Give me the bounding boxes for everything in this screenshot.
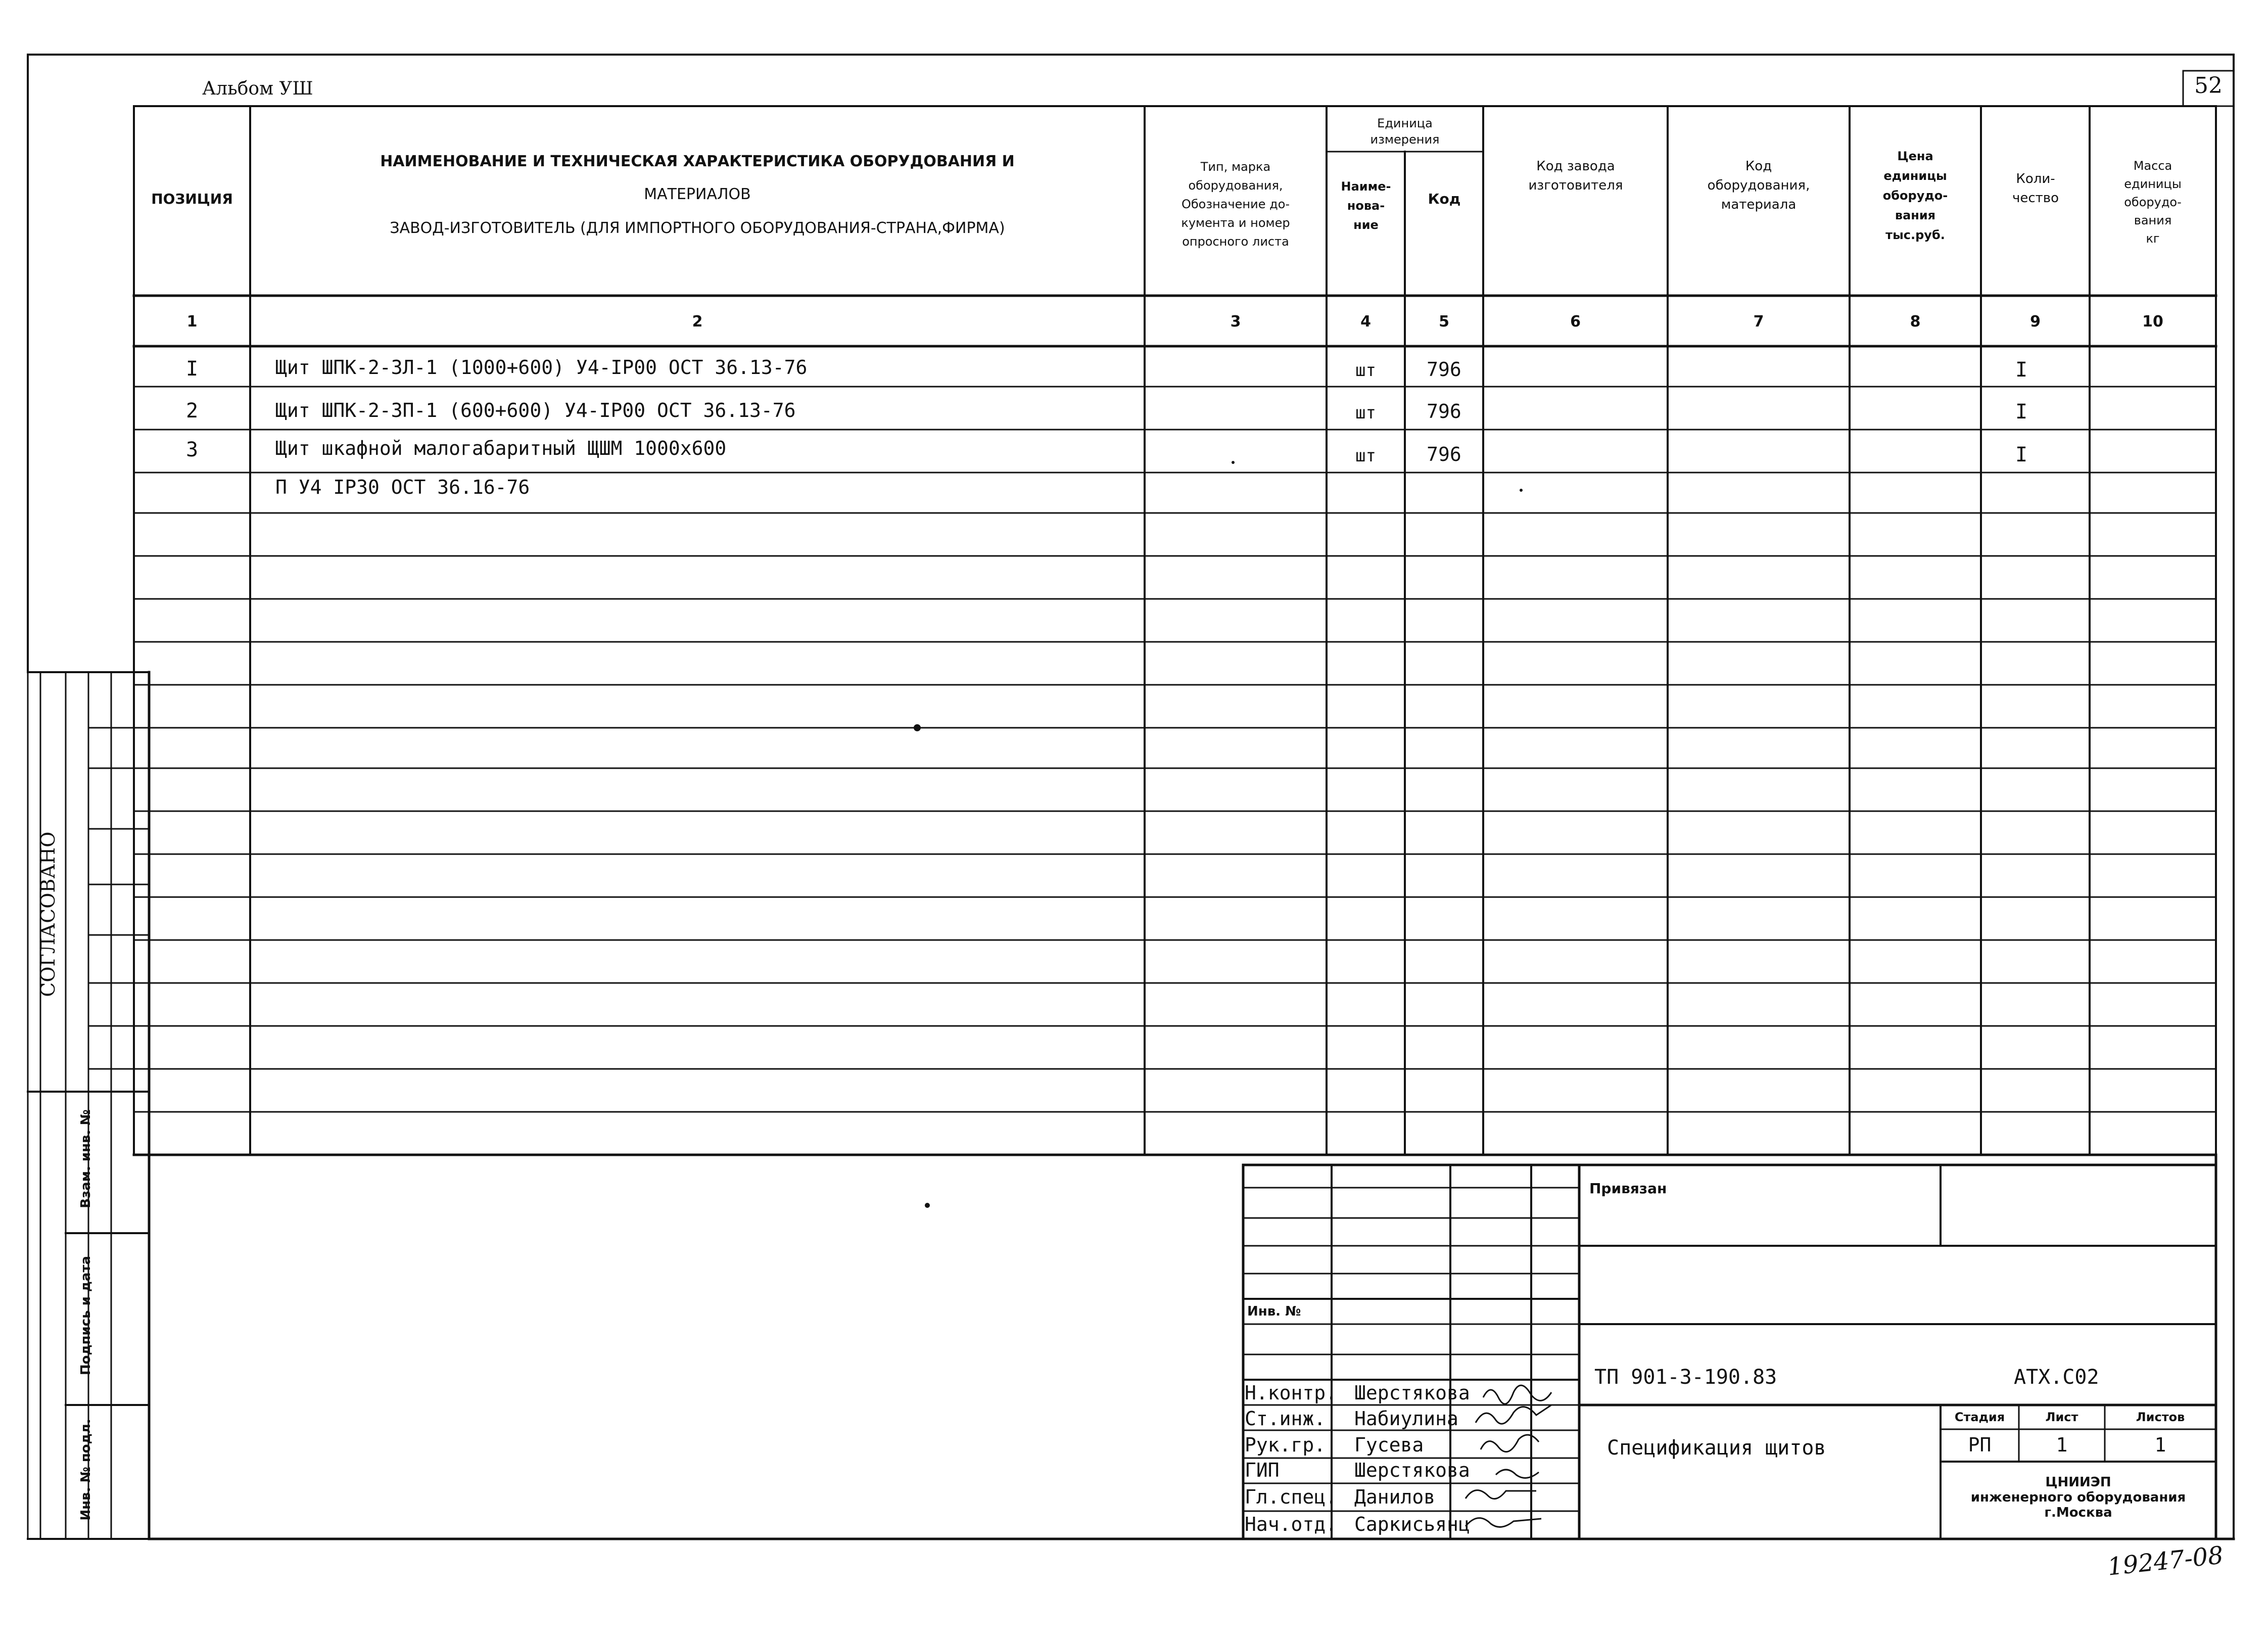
document-code: ТП 901-3-190.83: [1594, 1366, 1777, 1389]
column-number: 1: [186, 313, 198, 331]
header-name-line1: НАИМЕНОВАНИЕ И ТЕХНИЧЕСКАЯ ХАРАКТЕРИСТИКА ОБОРУДОВАНИЯ И: [380, 153, 1015, 170]
header-type: Тип, марка оборудования, Обозначение до- кумента и номер опросного листа: [1181, 160, 1290, 249]
header-unit-code: Код: [1428, 191, 1461, 207]
header-mass: Масса единицы оборудо- вания кг: [2124, 159, 2182, 246]
row-name: П У4 IP30 ОСТ 36.16-76: [275, 476, 530, 498]
signer-role: Нач.отд.: [1245, 1513, 1338, 1535]
row-code: 796: [1427, 358, 1461, 381]
header-quantity: Коли- чество: [2012, 171, 2059, 206]
row-unit: шт: [1355, 403, 1376, 423]
sheets-value: 1: [2154, 1434, 2166, 1456]
organization: ЦНИИЭП инженерного оборудования г.Москва: [1970, 1475, 2186, 1520]
row-code: 796: [1427, 443, 1461, 465]
row-position: 3: [185, 438, 199, 461]
original-inv-label: Инв. № подл.: [78, 1419, 93, 1521]
column-number: 10: [2142, 313, 2163, 331]
row-position: 2: [185, 399, 199, 423]
replace-inv-label: Взам. инв. №: [78, 1109, 93, 1208]
archive-number: 19247-08: [2106, 1541, 2225, 1581]
row-qty: I: [2015, 400, 2028, 424]
signer-role: Ст.инж.: [1245, 1408, 1326, 1430]
header-position: ПОЗИЦИЯ: [151, 191, 233, 207]
sheet-label: Лист: [2045, 1410, 2078, 1424]
column-number: 2: [692, 313, 703, 331]
stage-value: РП: [1968, 1434, 1992, 1456]
sheet-code: АТХ.С02: [2014, 1366, 2099, 1389]
signer-role: ГИП: [1245, 1459, 1280, 1481]
row-code: 796: [1427, 400, 1461, 423]
header-name-line3: ЗАВОД-ИЗГОТОВИТЕЛЬ (ДЛЯ ИМПОРТНОГО ОБОРУДОВАНИЯ-СТРАНА,ФИРМА): [390, 219, 1005, 237]
column-number: 5: [1439, 313, 1449, 331]
row-position: I: [185, 357, 199, 381]
sheet-value: 1: [2056, 1434, 2068, 1456]
row-unit: шт: [1355, 446, 1376, 466]
page-number: 52: [2194, 73, 2223, 99]
header-factory-code: Код завода изготовителя: [1528, 159, 1623, 193]
row-name: Щит шкафной малогабаритный ЩШМ 1000х600: [275, 437, 727, 459]
signer-name: Набиулина: [1354, 1408, 1458, 1430]
header-name-line2: МАТЕРИАЛОВ: [644, 185, 751, 203]
signer-role: Н.контр.: [1245, 1382, 1338, 1404]
signer-name: Гусева: [1354, 1434, 1424, 1456]
header-unit-price: Цена единицы оборудо- вания тыс.руб.: [1882, 149, 1948, 242]
document-title: Спецификация щитов: [1607, 1436, 1826, 1460]
row-unit: шт: [1355, 360, 1376, 381]
signer-name: Шерстякова: [1354, 1459, 1470, 1481]
album-label: Альбом УШ: [202, 78, 313, 99]
sheets-label: Листов: [2136, 1410, 2185, 1424]
column-number: 7: [1753, 313, 1764, 331]
signer-name: Шерстякова: [1354, 1382, 1470, 1404]
header-unit-name: Наиме- нова- ние: [1341, 179, 1391, 232]
signer-name: Данилов: [1354, 1486, 1436, 1508]
sign-date-label: Подпись и дата: [78, 1255, 93, 1376]
attached-label: Привязан: [1589, 1180, 1667, 1197]
agreed-label: СОГЛАСОВАНО: [37, 831, 59, 997]
row-name: Щит ШПК-2-ЗЛ-1 (1000+600) У4-IP00 ОСТ 36.13-76: [275, 356, 808, 379]
column-number: 9: [2030, 313, 2041, 331]
column-number: 3: [1230, 313, 1241, 331]
row-name: Щит ШПК-2-ЗП-1 (600+600) У4-IP00 ОСТ 36.13-76: [275, 399, 796, 421]
inv-number-label: Инв. №: [1247, 1304, 1301, 1319]
signatures: [1466, 1385, 1551, 1527]
signer-name: Саркисьянц: [1354, 1513, 1470, 1535]
signer-role: Гл.спец.: [1245, 1486, 1338, 1508]
header-equipment-code: Код оборудования, материала: [1707, 159, 1810, 212]
row-qty: I: [2015, 358, 2028, 382]
stage-label: Стадия: [1954, 1410, 2005, 1424]
signer-role: Рук.гр.: [1245, 1434, 1326, 1456]
column-number: 6: [1570, 313, 1581, 331]
column-number: 8: [1910, 313, 1921, 331]
column-number: 4: [1360, 313, 1371, 331]
row-qty: I: [2015, 443, 2028, 466]
header-unit-group: Единица измерения: [1370, 116, 1440, 147]
